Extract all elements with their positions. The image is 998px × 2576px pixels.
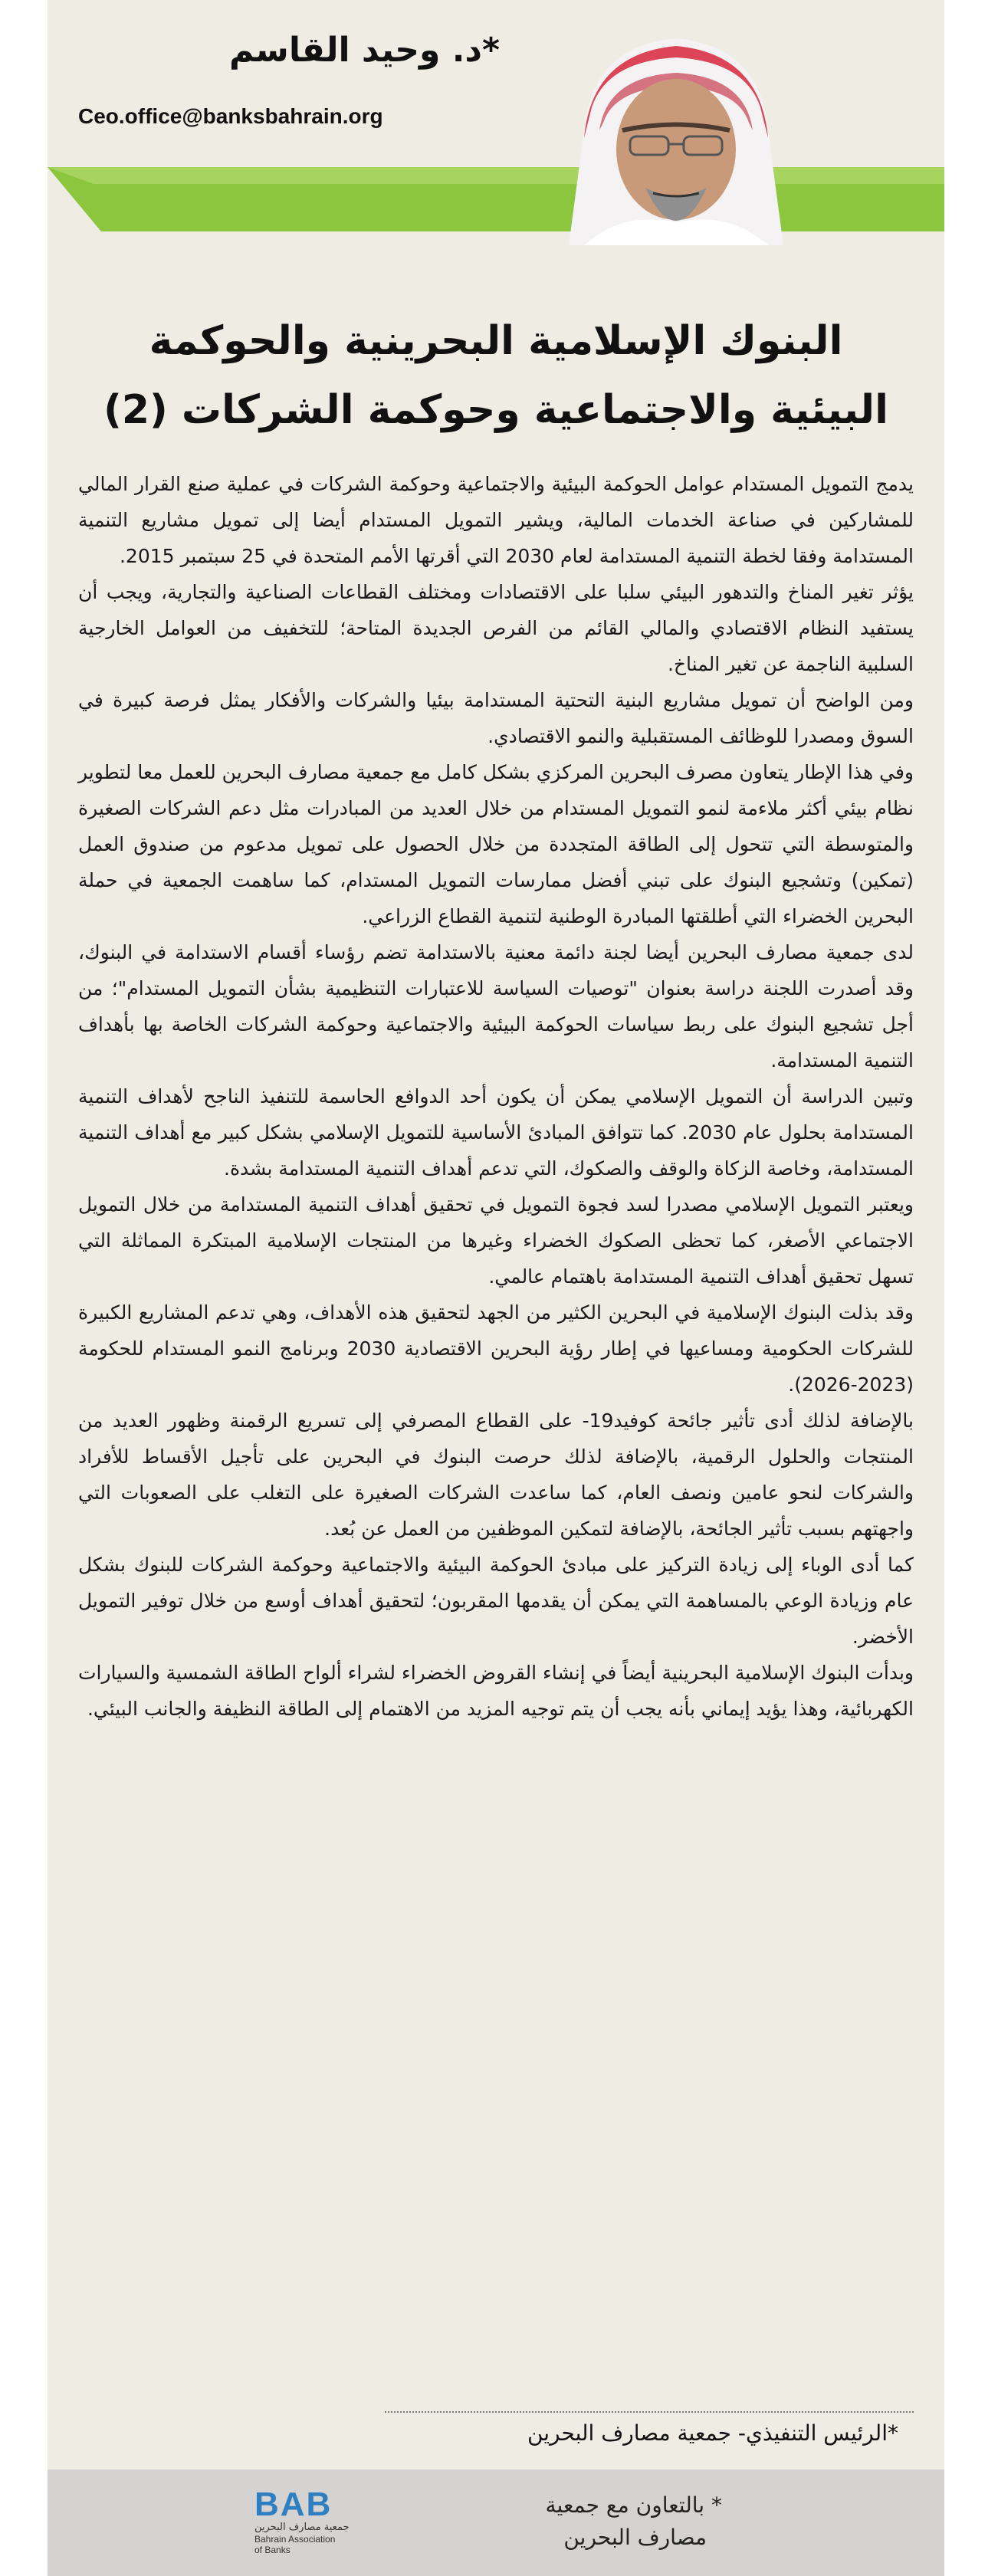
article-paragraph: لدى جمعية مصارف البحرين أيضا لجنة دائمة معنية بالاستدامة تضم رؤساء أقسام الاستدامة في البنوك، وقد أصدرت اللجنة دراسة بعنوان "توصيات السياسة للاعتبارات التنظيمية بشأن التمويل المستدام"؛ من أجل تشجيع البنوك على ربط سياسات الحوكمة البيئية والاجتماعية وحوكمة الشركات الخاصة بها بأهداف التنمية المستدامة. [78, 941, 914, 1071]
cooperation-line-2: مصارف البحرين [563, 2525, 707, 2550]
article-title-line-2: البيئية والاجتماعية وحوكمة الشركات (2) [103, 387, 888, 433]
newspaper-column [48, 0, 944, 2576]
article-paragraph: وفي هذا الإطار يتعاون مصرف البحرين المركزي بشكل كامل مع جمعية مصارف البحرين للعمل معا لتطوير نظام بيئي أكثر ملاءمة لنمو التمويل المستدام من خلال العديد من المبادرات مثل دعم الشركات الصغيرة والمتوسطة التي تتحول إلى الطاقة المتجددة من خلال الحصول على تمويل مدعوم من صندوق العمل (تمكين) وتشجيع البنوك على تبني أفضل ممارسات التمويل المستدام، كما ساهمت الجمعية في حملة البحرين الخضراء التي أطلقتها المبادرة الوطنية لتنمية القطاع الزراعي. [78, 761, 914, 927]
author-portrait [538, 15, 814, 245]
article-paragraph: وبدأت البنوك الإسلامية البحرينية أيضاً في إنشاء القروض الخضراء لشراء ألواح الطاقة الشمسية والسيارات الكهربائية، وهذا يؤيد إيماني بأنه يجب أن يتم توجيه المزيد من الاهتمام إلى الطاقة النظيفة والجانب البيئي. [78, 1662, 914, 1720]
bab-logo [254, 2488, 369, 2555]
article-title-line-1: البنوك الإسلامية البحرينية والحوكمة [149, 318, 843, 364]
bab-logo-mark: BAB [254, 2486, 333, 2523]
column-header [48, 0, 944, 245]
article-paragraph: يدمج التمويل المستدام عوامل الحوكمة البيئية والاجتماعية وحوكمة الشركات في عملية صنع القرار المالي للمشاركين في صناعة الخدمات المالية، ويشير التمويل المستدام أيضا إلى تمويل مشاريع التنمية المستدامة وفقا لخطة التنمية المستدامة لعام 2030 التي أقرتها الأمم المتحدة في 25 سبتمبر 2015. [78, 473, 914, 567]
article-paragraph: وقد بذلت البنوك الإسلامية في البحرين الكثير من الجهد لتحقيق هذه الأهداف، وهي تدعم المشاريع الكبيرة للشركات الحكومية ومساعيها في إطار رؤية البحرين الاقتصادية 2030 وبرنامج النمو المستدام للحكومة (2023-2026). [78, 1301, 914, 1396]
article-title [78, 307, 914, 445]
article-paragraph: بالإضافة لذلك أدى تأثير جائحة كوفيد19- على القطاع المصرفي إلى تسريع الرقمنة وظهور العديد من المنتجات والحلول الرقمية، بالإضافة لذلك حرصت البنوك في البحرين على تأجيل الأقساط للأفراد والشركات لنحو عامين ونصف العام، كما ساعدت الشركات الصغيرة على التغلب على الصعوبات التي واجهتهم بسبب تأثير الجائحة، بالإضافة لتمكين الموظفين من العمل عن بُعد. [78, 1409, 914, 1540]
article-paragraph: وتبين الدراسة أن التمويل الإسلامي يمكن أن يكون أحد الدوافع الحاسمة للتنفيذ الناجح لأهداف التنمية المستدامة بحلول عام 2030. كما تتوافق المبادئ الأساسية للتمويل الإسلامي بشكل كبير مع أهداف التنمية المستدامة، وخاصة الزكاة والوقف والصكوك، التي تدعم أهداف التنمية المستدامة بشدة. [78, 1085, 914, 1180]
bab-logo-english-1: Bahrain Association [254, 2534, 336, 2545]
article-paragraph: ومن الواضح أن تمويل مشاريع البنية التحتية المستدامة بيئيا والشركات والأفكار يمثل فرصة كبيرة في السوق ومصدرا للوظائف المستقبلية والنمو الاقتصادي. [78, 689, 914, 747]
article-paragraph: كما أدى الوباء إلى زيادة التركيز على مبادئ الحوكمة البيئية والاجتماعية وحوكمة الشركات للبنوك بشكل عام وزيادة الوعي بالمساهمة التي يمكن أن يقدمها المقربون؛ لتحقيق أهداف أوسع من خلال توفير التمويل الأخضر. [78, 1554, 914, 1648]
article-body [78, 466, 914, 1727]
author-signature: *الرئيس التنفيذي- جمعية مصارف البحرين [527, 2420, 898, 2446]
signature-divider [385, 2411, 914, 2413]
bab-logo-english-2: of Banks [254, 2545, 291, 2555]
cooperation-note [546, 2489, 723, 2554]
cooperation-line-1: * بالتعاون مع جمعية [545, 2492, 722, 2518]
footer-band [48, 2469, 944, 2576]
author-email: Ceo.office@banksbahrain.org [78, 104, 383, 128]
article-paragraph: ويعتبر التمويل الإسلامي مصدرا لسد فجوة التمويل في تحقيق أهداف التنمية المستدامة من خلال التمويل الاجتماعي الأصغر، كما تحظى الصكوك الخضراء وغيرها من المنتجات الإسلامية المبتكرة المماثلة التي تسهل تحقيق أهداف التنمية المستدامة باهتمام عالمي. [78, 1193, 914, 1288]
bab-logo-arabic: جمعية مصارف البحرين [254, 2522, 350, 2533]
author-name: *د. وحيد القاسم [229, 31, 500, 70]
article-paragraph: يؤثر تغير المناخ والتدهور البيئي سلبا على الاقتصادات ومختلف القطاعات الصناعية والتجارية، ويجب أن يستفيد النظام الاقتصادي والمالي القائم من الفرص الجديدة المتاحة؛ للتخفيف من العوامل الخارجية السلبية الناجمة عن تغير المناخ. [78, 581, 914, 675]
